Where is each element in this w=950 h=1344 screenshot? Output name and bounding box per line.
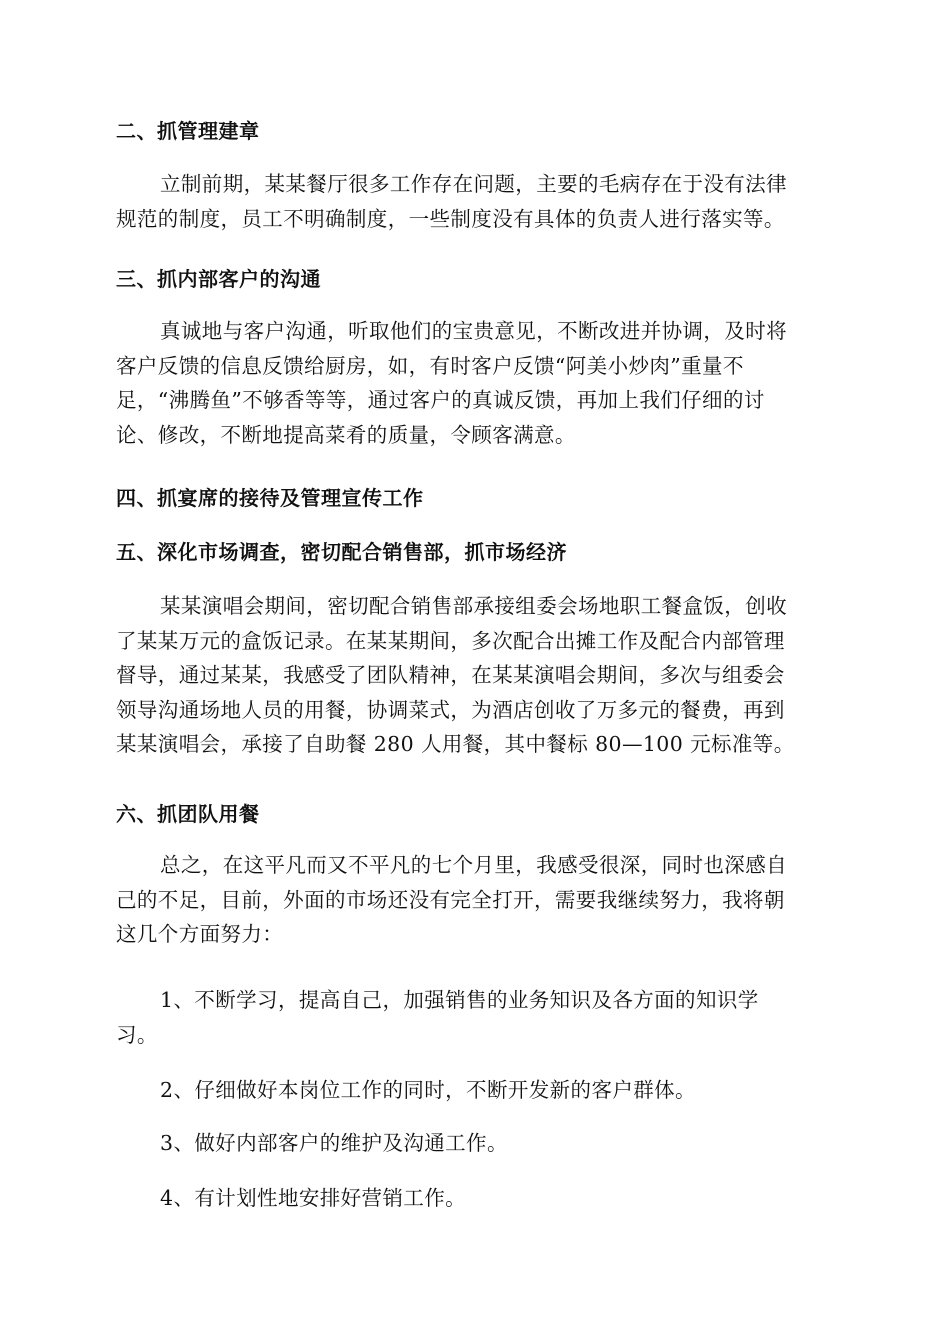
- paragraph-line: 真诚地与客户沟通，听取他们的宝贵意见，不断改进并协调，及时将: [160, 319, 787, 343]
- list-item: [116, 1181, 836, 1216]
- paragraph-line: 了某某万元的盒饭记录。在某某期间，多次配合出摊工作及配合内部管理: [116, 628, 785, 653]
- paragraph-line: 立制前期，某某餐厅很多工作存在问题，主要的毛病存在于没有法律: [160, 172, 787, 196]
- section-heading: 三、抓内部客户的沟通: [116, 267, 321, 291]
- list-item: [116, 983, 836, 1052]
- paragraph-line: 总之，在这平凡而又不平凡的七个月里，我感受很深，同时也深感自: [160, 853, 787, 877]
- section-heading: 二、抓管理建章: [116, 119, 260, 143]
- list-item-line: 4、有计划性地安排好营销工作。: [160, 1186, 467, 1210]
- section-heading: 四、抓宴席的接待及管理宣传工作: [116, 486, 424, 510]
- list-item: [116, 1126, 836, 1161]
- section-paragraph: [116, 848, 836, 952]
- list-item-line: 习。: [116, 1022, 158, 1047]
- paragraph-line: 己的不足，目前，外面的市场还没有完全打开，需要我继续努力，我将朝: [116, 887, 785, 912]
- list-item-line: 2、仔细做好本岗位工作的同时，不断开发新的客户群体。: [160, 1078, 696, 1102]
- list-item-line: 1、不断学习，提高自己，加强销售的业务知识及各方面的知识学: [160, 988, 759, 1012]
- section-heading: 六、抓团队用餐: [116, 802, 260, 826]
- list-item: [116, 1073, 836, 1108]
- section-heading: 五、深化市场调查，密切配合销售部，抓市场经济: [116, 540, 567, 564]
- paragraph-line: 领导沟通场地人员的用餐，协调菜式，为酒店创收了万多元的餐费，再到: [116, 697, 785, 722]
- paragraph-line: 这几个方面努力：: [116, 922, 284, 947]
- section-paragraph: [116, 167, 836, 236]
- paragraph-line: 督导，通过某某，我感受了团队精神，在某某演唱会期间，多次与组委会: [116, 663, 785, 688]
- paragraph-line: 规范的制度，员工不明确制度，一些制度没有具体的负责人进行落实等。: [116, 206, 785, 231]
- paragraph-line: 某某演唱会，承接了自助餐 280 人用餐，其中餐标 80—100 元标准等。: [116, 732, 795, 757]
- paragraph-line: 某某演唱会期间，密切配合销售部承接组委会场地职工餐盒饭，创收: [160, 594, 787, 618]
- paragraph-line: 客户反馈的信息反馈给厨房，如，有时客户反馈“阿美小炒肉”重量不: [116, 353, 744, 378]
- section-paragraph: [116, 589, 836, 762]
- section-paragraph: [116, 314, 836, 452]
- paragraph-line: 足，“沸腾鱼”不够香等等，通过客户的真诚反馈，再加上我们仔细的讨: [116, 388, 765, 413]
- paragraph-line: 论、修改，不断地提高菜肴的质量，令顾客满意。: [116, 422, 576, 447]
- list-item-line: 3、做好内部客户的维护及沟通工作。: [160, 1131, 508, 1155]
